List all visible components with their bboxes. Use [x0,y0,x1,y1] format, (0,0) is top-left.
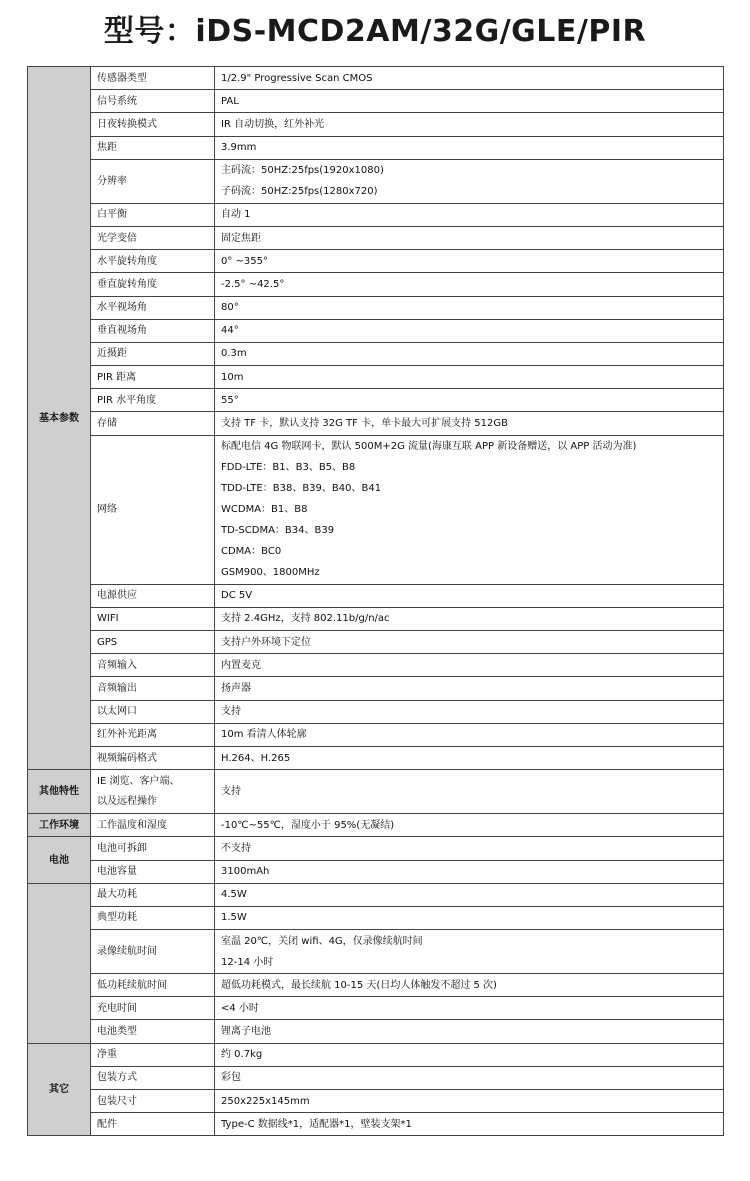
page-title: 型号：iDS-MCD2AM/32G/GLE/PIR [103,14,647,49]
param-value [215,997,724,1020]
param-value-line: Type-C 数据线*1，适配器*1，壁装支架*1 [221,1118,412,1130]
param-value-line: CDMA：BC0 [221,546,282,558]
spec-row [28,746,724,769]
spec-row [28,435,724,584]
param-value-line: TD-SCDMA：B34、B39 [221,525,335,537]
param-name: 光学变倍 [91,226,215,249]
param-value-line: 0.3m [221,348,247,360]
spec-row [28,1066,724,1089]
param-name: 垂直视场角 [91,319,215,342]
param-name: 水平视场角 [91,296,215,319]
spec-row [28,631,724,654]
spec-row [28,654,724,677]
param-value [215,654,724,677]
spec-row [28,974,724,997]
param-value-line: 10m 看清人体轮廓 [221,729,307,741]
param-value [215,412,724,435]
param-value-line: -2.5° ~42.5° [221,278,285,290]
param-name: 视频编码格式 [91,746,215,769]
param-value-line: 250x225x145mm [221,1095,310,1107]
param-value [215,631,724,654]
param-value [215,723,724,746]
param-name: 焦距 [91,136,215,159]
param-name: 充电时间 [91,997,215,1020]
param-name: 传感器类型 [91,67,215,90]
spec-row [28,319,724,342]
param-value-line: 不支持 [221,842,251,854]
param-value-line: 0° ~355° [221,255,269,267]
param-value-line: 室温 20℃，关闭 wifi、4G，仅录像续航时间 [221,935,423,947]
spec-row [28,412,724,435]
param-name: 包装方式 [91,1066,215,1089]
param-value [215,203,724,226]
category-cell: 工作环境 [28,814,91,837]
spec-table [27,66,724,1136]
param-value [215,1090,724,1113]
param-value [215,883,724,906]
param-name: PIR 距离 [91,366,215,389]
spec-row [28,342,724,365]
spec-row [28,1043,724,1066]
param-value [215,273,724,296]
spec-row [28,700,724,723]
param-value [215,319,724,342]
param-value-line: H.264、H.265 [221,752,291,764]
param-value-line: GSM900、1800MHz [221,567,320,579]
param-name: 音频输出 [91,677,215,700]
param-name: 电源供应 [91,584,215,607]
spec-row [28,389,724,412]
param-value-line: 支持 2.4GHz，支持 802.11b/g/n/ac [221,613,390,625]
param-name: 最大功耗 [91,883,215,906]
spec-row [28,1113,724,1136]
param-name: 红外补光距离 [91,723,215,746]
param-value [215,677,724,700]
category-cell: 电池 [28,837,91,883]
spec-row [28,1020,724,1043]
param-name: 信号系统 [91,90,215,113]
param-value-line: <4 小时 [221,1002,259,1014]
param-value-line: PAL [221,95,239,107]
param-value-line: 支持户外环境下定位 [221,636,311,648]
param-value [215,1043,724,1066]
param-name: 低功耗续航时间 [91,974,215,997]
category-cell: 其他特性 [28,770,91,814]
param-value-line: FDD-LTE：B1、B3、B5、B8 [221,462,356,474]
param-value-line: 55° [221,394,239,406]
param-name: IE 浏览、客户端、 以及远程操作 [91,770,215,814]
param-name: 水平旋转角度 [91,250,215,273]
category-cell [28,883,91,1043]
spec-row [28,607,724,630]
spec-row [28,203,724,226]
spec-row [28,113,724,136]
param-value-line: 1.5W [221,912,247,924]
spec-row [28,366,724,389]
param-value-line: 3100mAh [221,866,270,878]
param-value [215,930,724,974]
spec-row [28,814,724,837]
param-value [215,226,724,249]
param-value-line: 10m [221,371,244,383]
param-name: WIFI [91,607,215,630]
spec-row [28,837,724,860]
spec-row [28,273,724,296]
param-value [215,90,724,113]
param-name: 音频输入 [91,654,215,677]
param-value [215,366,724,389]
param-value [215,342,724,365]
param-value [215,67,724,90]
param-value-line: 3.9mm [221,142,257,154]
param-name: 分辨率 [91,159,215,203]
param-name: 存储 [91,412,215,435]
param-value [215,1113,724,1136]
spec-row [28,159,724,203]
category-cell: 其它 [28,1043,91,1136]
param-name: 近摄距 [91,342,215,365]
spec-row [28,1090,724,1113]
param-value-line: TDD-LTE：B38、B39、B40、B41 [221,483,382,495]
param-value-line: 彩包 [221,1072,241,1084]
spec-row [28,930,724,974]
param-value [215,770,724,814]
param-name: 典型功耗 [91,906,215,929]
param-value [215,906,724,929]
param-value [215,746,724,769]
param-value-line: 锂离子电池 [221,1026,271,1038]
param-name: 包装尺寸 [91,1090,215,1113]
param-name: PIR 水平角度 [91,389,215,412]
param-value [215,837,724,860]
category-cell: 基本参数 [28,67,91,770]
param-value [215,296,724,319]
param-name: 日夜转换模式 [91,113,215,136]
param-name: 配件 [91,1113,215,1136]
param-value [215,159,724,203]
param-value-line: 子码流：50HZ:25fps(1280x720) [221,186,378,198]
spec-row [28,906,724,929]
param-value-line: 固定焦距 [221,232,261,244]
param-name: 工作温度和湿度 [91,814,215,837]
param-value-line: 12-14 小时 [221,956,274,968]
spec-row [28,584,724,607]
param-name: 电池容量 [91,860,215,883]
param-name: GPS [91,631,215,654]
param-value [215,389,724,412]
param-value-line: 标配电信 4G 物联网卡，默认 500M+2G 流量(海康互联 APP 新设备赠送，以 APP 活动为准) [221,441,637,453]
spec-row [28,226,724,249]
param-value [215,1020,724,1043]
spec-row [28,67,724,90]
param-value [215,136,724,159]
param-name: 以太网口 [91,700,215,723]
param-value-line: 44° [221,325,239,337]
param-value-line: 内置麦克 [221,659,261,671]
param-name: 网络 [91,435,215,584]
param-value-line: 1/2.9" Progressive Scan CMOS [221,72,373,84]
param-value [215,435,724,584]
spec-row [28,250,724,273]
param-value-line: 超低功耗模式，最长续航 10-15 天(日均人体触发不超过 5 次) [221,979,497,991]
spec-row [28,677,724,700]
param-value-line: 支持 [221,786,241,798]
param-name: 垂直旋转角度 [91,273,215,296]
spec-row [28,860,724,883]
param-value-line: 主码流：50HZ:25fps(1920x1080) [221,165,384,177]
param-value-line: 约 0.7kg [221,1049,263,1061]
param-value [215,1066,724,1089]
param-name: 净重 [91,1043,215,1066]
param-value-line: IR 自动切换，红外补光 [221,118,325,130]
param-name: 录像续航时间 [91,930,215,974]
param-value [215,250,724,273]
spec-row [28,136,724,159]
param-value [215,113,724,136]
spec-row [28,723,724,746]
spec-row [28,997,724,1020]
param-value-line: DC 5V [221,590,253,602]
param-value [215,974,724,997]
param-value-line: -10℃~55℃，湿度小于 95%(无凝结) [221,819,395,831]
param-value [215,584,724,607]
spec-row [28,90,724,113]
param-value-line: 扬声器 [221,682,251,694]
param-value-line: 支持 TF 卡，默认支持 32G TF 卡，单卡最大可扩展支持 512GB [221,418,508,430]
spec-row [28,770,724,814]
param-value [215,607,724,630]
param-value-line: 自动 1 [221,209,251,221]
param-value [215,814,724,837]
param-name: 电池可拆卸 [91,837,215,860]
param-name: 白平衡 [91,203,215,226]
param-value [215,700,724,723]
param-value-line: 支持 [221,706,241,718]
param-value-line: WCDMA：B1、B8 [221,504,308,516]
spec-row [28,296,724,319]
spec-row [28,883,724,906]
param-name: 电池类型 [91,1020,215,1043]
param-value-line: 80° [221,302,239,314]
param-value [215,860,724,883]
param-value-line: 4.5W [221,889,247,901]
